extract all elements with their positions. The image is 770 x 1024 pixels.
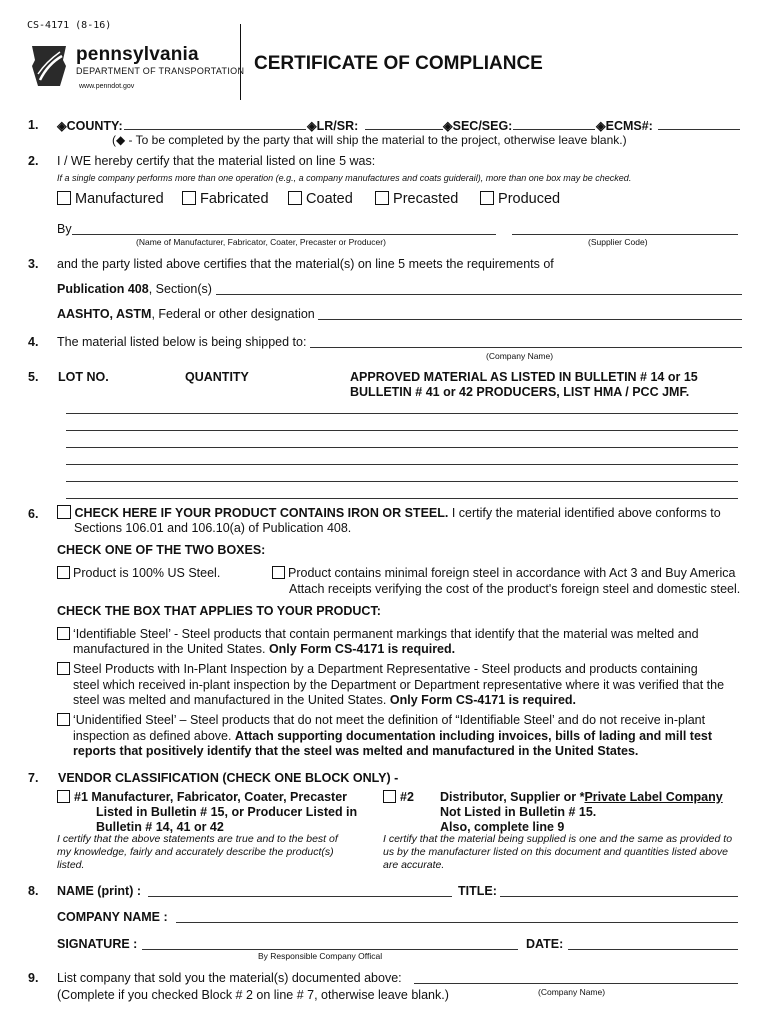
line-1-number: 1.: [28, 118, 39, 132]
form-id: CS-4171 (8-16): [27, 20, 112, 31]
option-coated[interactable]: [288, 191, 353, 207]
material-entry-line[interactable]: [66, 464, 738, 465]
applies-heading: CHECK THE BOX THAT APPLIES TO YOUR PRODUCT:: [57, 604, 381, 618]
ecms-label: ◈ECMS#:: [596, 119, 653, 133]
material-entry-line[interactable]: [66, 447, 738, 448]
page-title: CERTIFICATE OF COMPLIANCE: [254, 53, 543, 74]
date-label: DATE:: [526, 937, 564, 951]
lrsr-label: ◈LR/SR:: [307, 119, 359, 133]
identifiable-steel-label: ‘Identifiable Steel’ - Steel products that contain permanent markings that identify that the material was melted and: [73, 627, 699, 641]
title-field[interactable]: [500, 896, 738, 897]
approved-material-header-1: APPROVED MATERIAL AS LISTED IN BULLETIN # 14 or 15: [350, 370, 698, 384]
unidentified-steel-line-2: [73, 729, 712, 743]
county-field[interactable]: [124, 129, 306, 130]
material-entry-line[interactable]: [66, 481, 738, 482]
line-1-note: (◆ - To be completed by the party that will ship the material to the project, otherwise leave blank.): [112, 133, 627, 147]
in-plant-checkbox[interactable]: [57, 662, 70, 675]
date-field[interactable]: [568, 949, 738, 950]
us-steel-checkbox[interactable]: [57, 566, 70, 579]
unidentified-steel-bold: Attach supporting documentation including invoices, bills of lading and mill test: [234, 729, 713, 743]
produced-checkbox[interactable]: [480, 191, 494, 205]
identifiable-steel-option[interactable]: [57, 627, 699, 641]
signature-caption: By Responsible Company Offical: [258, 951, 383, 961]
vendor-2-checkbox[interactable]: [383, 790, 396, 803]
iron-steel-checkbox[interactable]: [57, 505, 71, 519]
line-4-number: 4.: [28, 335, 39, 349]
brand-name: pennsylvania: [76, 44, 199, 65]
foreign-steel-checkbox[interactable]: [272, 566, 285, 579]
line-3-number: 3.: [28, 257, 39, 271]
material-entry-line[interactable]: [66, 413, 738, 414]
title-label: TITLE:: [458, 884, 497, 898]
in-plant-label: Steel Products with In-Plant Inspection by a Department Representative - Steel products and products containing: [73, 662, 698, 676]
fabricated-checkbox[interactable]: [182, 191, 196, 205]
department-name: DEPARTMENT OF TRANSPORTATION: [76, 66, 245, 76]
identifiable-steel-bold: Only Form CS-4171 is required.: [268, 642, 456, 656]
unidentified-steel-checkbox[interactable]: [57, 713, 70, 726]
shipped-to-field[interactable]: [310, 347, 742, 348]
approved-material-header-2: BULLETIN # 41 or 42 PRODUCERS, LIST HMA / PCC JMF.: [350, 385, 690, 399]
coated-checkbox[interactable]: [288, 191, 302, 205]
publication-408-bold: Publication 408: [57, 282, 149, 296]
designation-label: , Federal or other designation: [151, 307, 315, 321]
penndot-keystone-logo-icon: [30, 44, 68, 88]
material-entry-line[interactable]: [66, 498, 738, 499]
option-precasted[interactable]: [375, 191, 458, 207]
signature-label: SIGNATURE :: [57, 937, 138, 951]
in-plant-option[interactable]: [57, 662, 698, 676]
company-name-field[interactable]: [176, 922, 738, 923]
publication-408-label: [57, 282, 212, 296]
in-plant-bold: Only Form CS-4171 is required.: [389, 693, 577, 707]
aashto-label: [57, 307, 315, 321]
option-fabricated[interactable]: [182, 191, 269, 207]
vendor-2-text: Distributor, Supplier or *: [440, 790, 585, 804]
in-plant-text: steel was melted and manufactured in the United States.: [73, 693, 390, 707]
vendor-2-line-1: [440, 790, 723, 804]
vendor-1-label: #1 Manufacturer, Fabricator, Coater, Precaster: [74, 790, 348, 804]
vendor-1-line-2: Listed in Bulletin # 15, or Producer Listed in: [96, 805, 358, 819]
company-name-label: COMPANY NAME :: [57, 910, 168, 924]
vendor-option-2[interactable]: [383, 790, 414, 804]
iron-steel-line-2: Sections 106.01 and 106.10(a) of Publication 408.: [74, 521, 352, 535]
unidentified-steel-option[interactable]: [57, 713, 705, 727]
in-plant-line-2: steel which received in-plant inspection by the Department or Department representative where it was verified that the: [73, 678, 725, 692]
vendor-2-number: #2: [400, 790, 414, 804]
fabricated-label: Fabricated: [200, 191, 269, 207]
two-boxes-heading: CHECK ONE OF THE TWO BOXES:: [57, 543, 266, 557]
line-2-note: If a single company performs more than one operation (e.g., a company manufactures and coats guiderail), more than one box may be checked.: [57, 173, 632, 183]
line-9-number: 9.: [28, 971, 39, 985]
private-label-company: Private Label Company: [584, 790, 723, 804]
county-label: ◈COUNTY:: [57, 119, 123, 133]
supplier-code-caption: (Supplier Code): [588, 237, 648, 247]
sold-by-field[interactable]: [414, 983, 738, 984]
lot-no-header: LOT NO.: [58, 370, 109, 384]
line-8-number: 8.: [28, 884, 39, 898]
secseg-field[interactable]: [513, 129, 595, 130]
vendor-1-certification: I certify that the above statements are true and to the best of my knowledge, fairly and accurately describe the product(s) listed.: [57, 833, 338, 871]
line-3-text: and the party listed above certifies that the material(s) on line 5 meets the requirements of: [57, 257, 554, 271]
in-plant-line-3: [73, 693, 576, 707]
quantity-header: QUANTITY: [185, 370, 249, 384]
identifiable-steel-text: manufactured in the United States.: [73, 642, 269, 656]
vendor-2-line-2: Not Listed in Bulletin # 15.: [440, 805, 597, 819]
line-2-number: 2.: [28, 154, 39, 168]
by-field[interactable]: [72, 234, 496, 235]
iron-steel-bold: CHECK HERE IF YOUR PRODUCT CONTAINS IRON OR STEEL.: [74, 506, 449, 520]
section-label: , Section(s): [148, 282, 212, 296]
us-steel-label: Product is 100% US Steel.: [73, 566, 221, 580]
foreign-steel-label: Product contains minimal foreign steel in accordance with Act 3 and Buy America: [288, 566, 736, 580]
foreign-steel-line-2: Attach receipts verifying the cost of the product's foreign steel and domestic steel.: [289, 582, 741, 596]
supplier-code-field[interactable]: [512, 234, 738, 235]
vendor-1-checkbox[interactable]: [57, 790, 70, 803]
line-7-number: 7.: [28, 771, 39, 785]
by-label: By: [57, 222, 72, 236]
line-9-text: List company that sold you the material(s) documented above:: [57, 971, 402, 985]
manufactured-label: Manufactured: [75, 191, 164, 207]
option-produced[interactable]: [480, 191, 560, 207]
precasted-checkbox[interactable]: [375, 191, 389, 205]
iron-steel-statement: [57, 505, 721, 520]
unidentified-steel-text: inspection as defined above.: [73, 729, 235, 743]
coated-label: Coated: [306, 191, 353, 207]
shipped-to-caption: (Company Name): [486, 351, 554, 361]
option-manufactured[interactable]: [57, 191, 164, 207]
line-4-text: The material listed below is being shipped to:: [57, 335, 307, 349]
produced-label: Produced: [498, 191, 561, 207]
ecms-field[interactable]: [658, 129, 740, 130]
vendor-classification-heading: VENDOR CLASSIFICATION (CHECK ONE BLOCK ONLY) -: [58, 771, 399, 785]
vendor-1-line-3: Bulletin # 14, 41 or 42: [96, 820, 224, 834]
foreign-steel-option[interactable]: [272, 566, 735, 580]
name-label: NAME (print) :: [57, 884, 142, 898]
signature-field[interactable]: [142, 949, 518, 950]
identifiable-steel-checkbox[interactable]: [57, 627, 70, 640]
line-9-note: (Complete if you checked Block # 2 on line # 7, otherwise leave blank.): [57, 988, 449, 1002]
section-field[interactable]: [216, 294, 742, 295]
manufactured-checkbox[interactable]: [57, 191, 71, 205]
vendor-2-line-3: Also, complete line 9: [440, 820, 565, 834]
line-5-number: 5.: [28, 370, 39, 384]
precasted-label: Precasted: [393, 191, 459, 207]
iron-steel-rest: I certify the material identified above conforms to: [448, 506, 721, 520]
website: www.penndot.gov: [79, 83, 135, 90]
us-steel-option[interactable]: [57, 566, 220, 580]
unidentified-steel-line-3: reports that positively identify that the steel was melted and manufactured in the United States.: [73, 744, 639, 758]
lrsr-field[interactable]: [365, 129, 443, 130]
unidentified-steel-label: ‘Unidentified Steel’ – Steel products that do not meet the definition of “Identifiable Steel’ and do not receive in-plant: [73, 713, 706, 727]
line-6-number: 6.: [28, 507, 39, 521]
designation-field[interactable]: [318, 319, 742, 320]
sold-by-caption: (Company Name): [538, 987, 606, 997]
vendor-2-certification: I certify that the material being supplied is one and the same as provided to us by the manufacturer listed on this document and quantities listed above are accurate.: [383, 833, 733, 871]
secseg-label: ◈SEC/SEG:: [443, 119, 513, 133]
name-field[interactable]: [148, 896, 452, 897]
by-caption: (Name of Manufacturer, Fabricator, Coater, Precaster or Producer): [136, 237, 386, 247]
material-entry-line[interactable]: [66, 430, 738, 431]
identifiable-steel-line-2: [73, 642, 455, 656]
aashto-bold: AASHTO, ASTM: [57, 307, 152, 321]
line-2-text: I / WE hereby certify that the material listed on line 5 was:: [57, 154, 376, 168]
vendor-option-1[interactable]: [57, 790, 347, 804]
header-divider: [240, 24, 241, 100]
